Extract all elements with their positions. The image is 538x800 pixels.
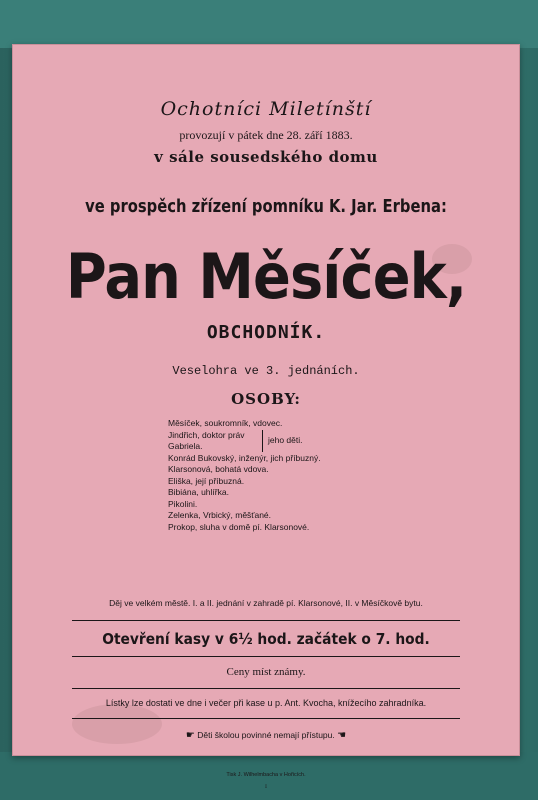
- purpose: ve prospěch zřízení pomníku K. Jar. Erbena:: [85, 196, 447, 217]
- cast-item: Eliška, její příbuzná.: [168, 475, 245, 486]
- notice: Děti školou povinné nemají přístupu.: [197, 730, 335, 740]
- cast-list: [168, 418, 468, 533]
- brace-line: [262, 430, 263, 452]
- page-mark: I: [265, 784, 267, 790]
- notice-line: [12, 730, 520, 741]
- cast-item: Měsíček, soukromník, vdovec.: [168, 418, 283, 428]
- pointing-hand-left-icon: ☚: [337, 730, 347, 741]
- prices: Ceny míst známy.: [226, 666, 306, 678]
- cast-item: Bibiána, uhlířka.: [168, 487, 229, 497]
- opening-time: Otevření kasy v 6½ hod. začátek o 7. hod.: [102, 630, 430, 648]
- cast-heading: OSOBY:: [231, 390, 301, 408]
- play-title: Pan Měsíček,: [65, 240, 467, 313]
- cast-children-group: [168, 430, 468, 453]
- printer: Tisk J. Wilhelmbacha v Hořicích.: [226, 772, 306, 778]
- cast-item: Zelenka, Vrbický, měšťané.: [168, 510, 272, 520]
- cast-item: Klarsonová, bohatá vdova.: [168, 464, 269, 474]
- board-top-strip: [0, 0, 538, 48]
- setting: Děj ve velkém městě. I. a II. jednání v zahradě pí. Klarsonové, II. v Měsíčkově bytu.: [109, 598, 423, 608]
- theater-poster: [12, 44, 520, 790]
- divider: [72, 656, 460, 657]
- play-subtitle: OBCHODNÍK.: [206, 322, 326, 343]
- cast-item: Jindřich, doktor práv: [168, 429, 245, 440]
- venue: v sále sousedského domu: [154, 148, 378, 166]
- pointing-hand-right-icon: ☛: [185, 730, 195, 741]
- cast-item: Prokop, sluha v domě pí. Klarsonové.: [168, 521, 310, 532]
- genre: Veselohra ve 3. jednáních.: [172, 364, 360, 378]
- cast-item: Konrád Bukovský, inženýr, jich příbuzný.: [168, 452, 321, 463]
- divider: [72, 688, 460, 689]
- troupe-name: Ochotníci Miletínští: [160, 98, 372, 120]
- tickets: Lístky lze dostati ve dne i večer při kase u p. Ant. Kvocha, knížecího zahradníka.: [105, 698, 427, 708]
- brace-label: jeho děti.: [268, 434, 303, 445]
- performance-date: provozují v pátek dne 28. září 1883.: [179, 128, 353, 142]
- divider: [72, 620, 460, 621]
- cast-item: Pikolini.: [168, 498, 198, 509]
- divider: [72, 718, 460, 719]
- cast-item: Gabriela.: [168, 441, 203, 451]
